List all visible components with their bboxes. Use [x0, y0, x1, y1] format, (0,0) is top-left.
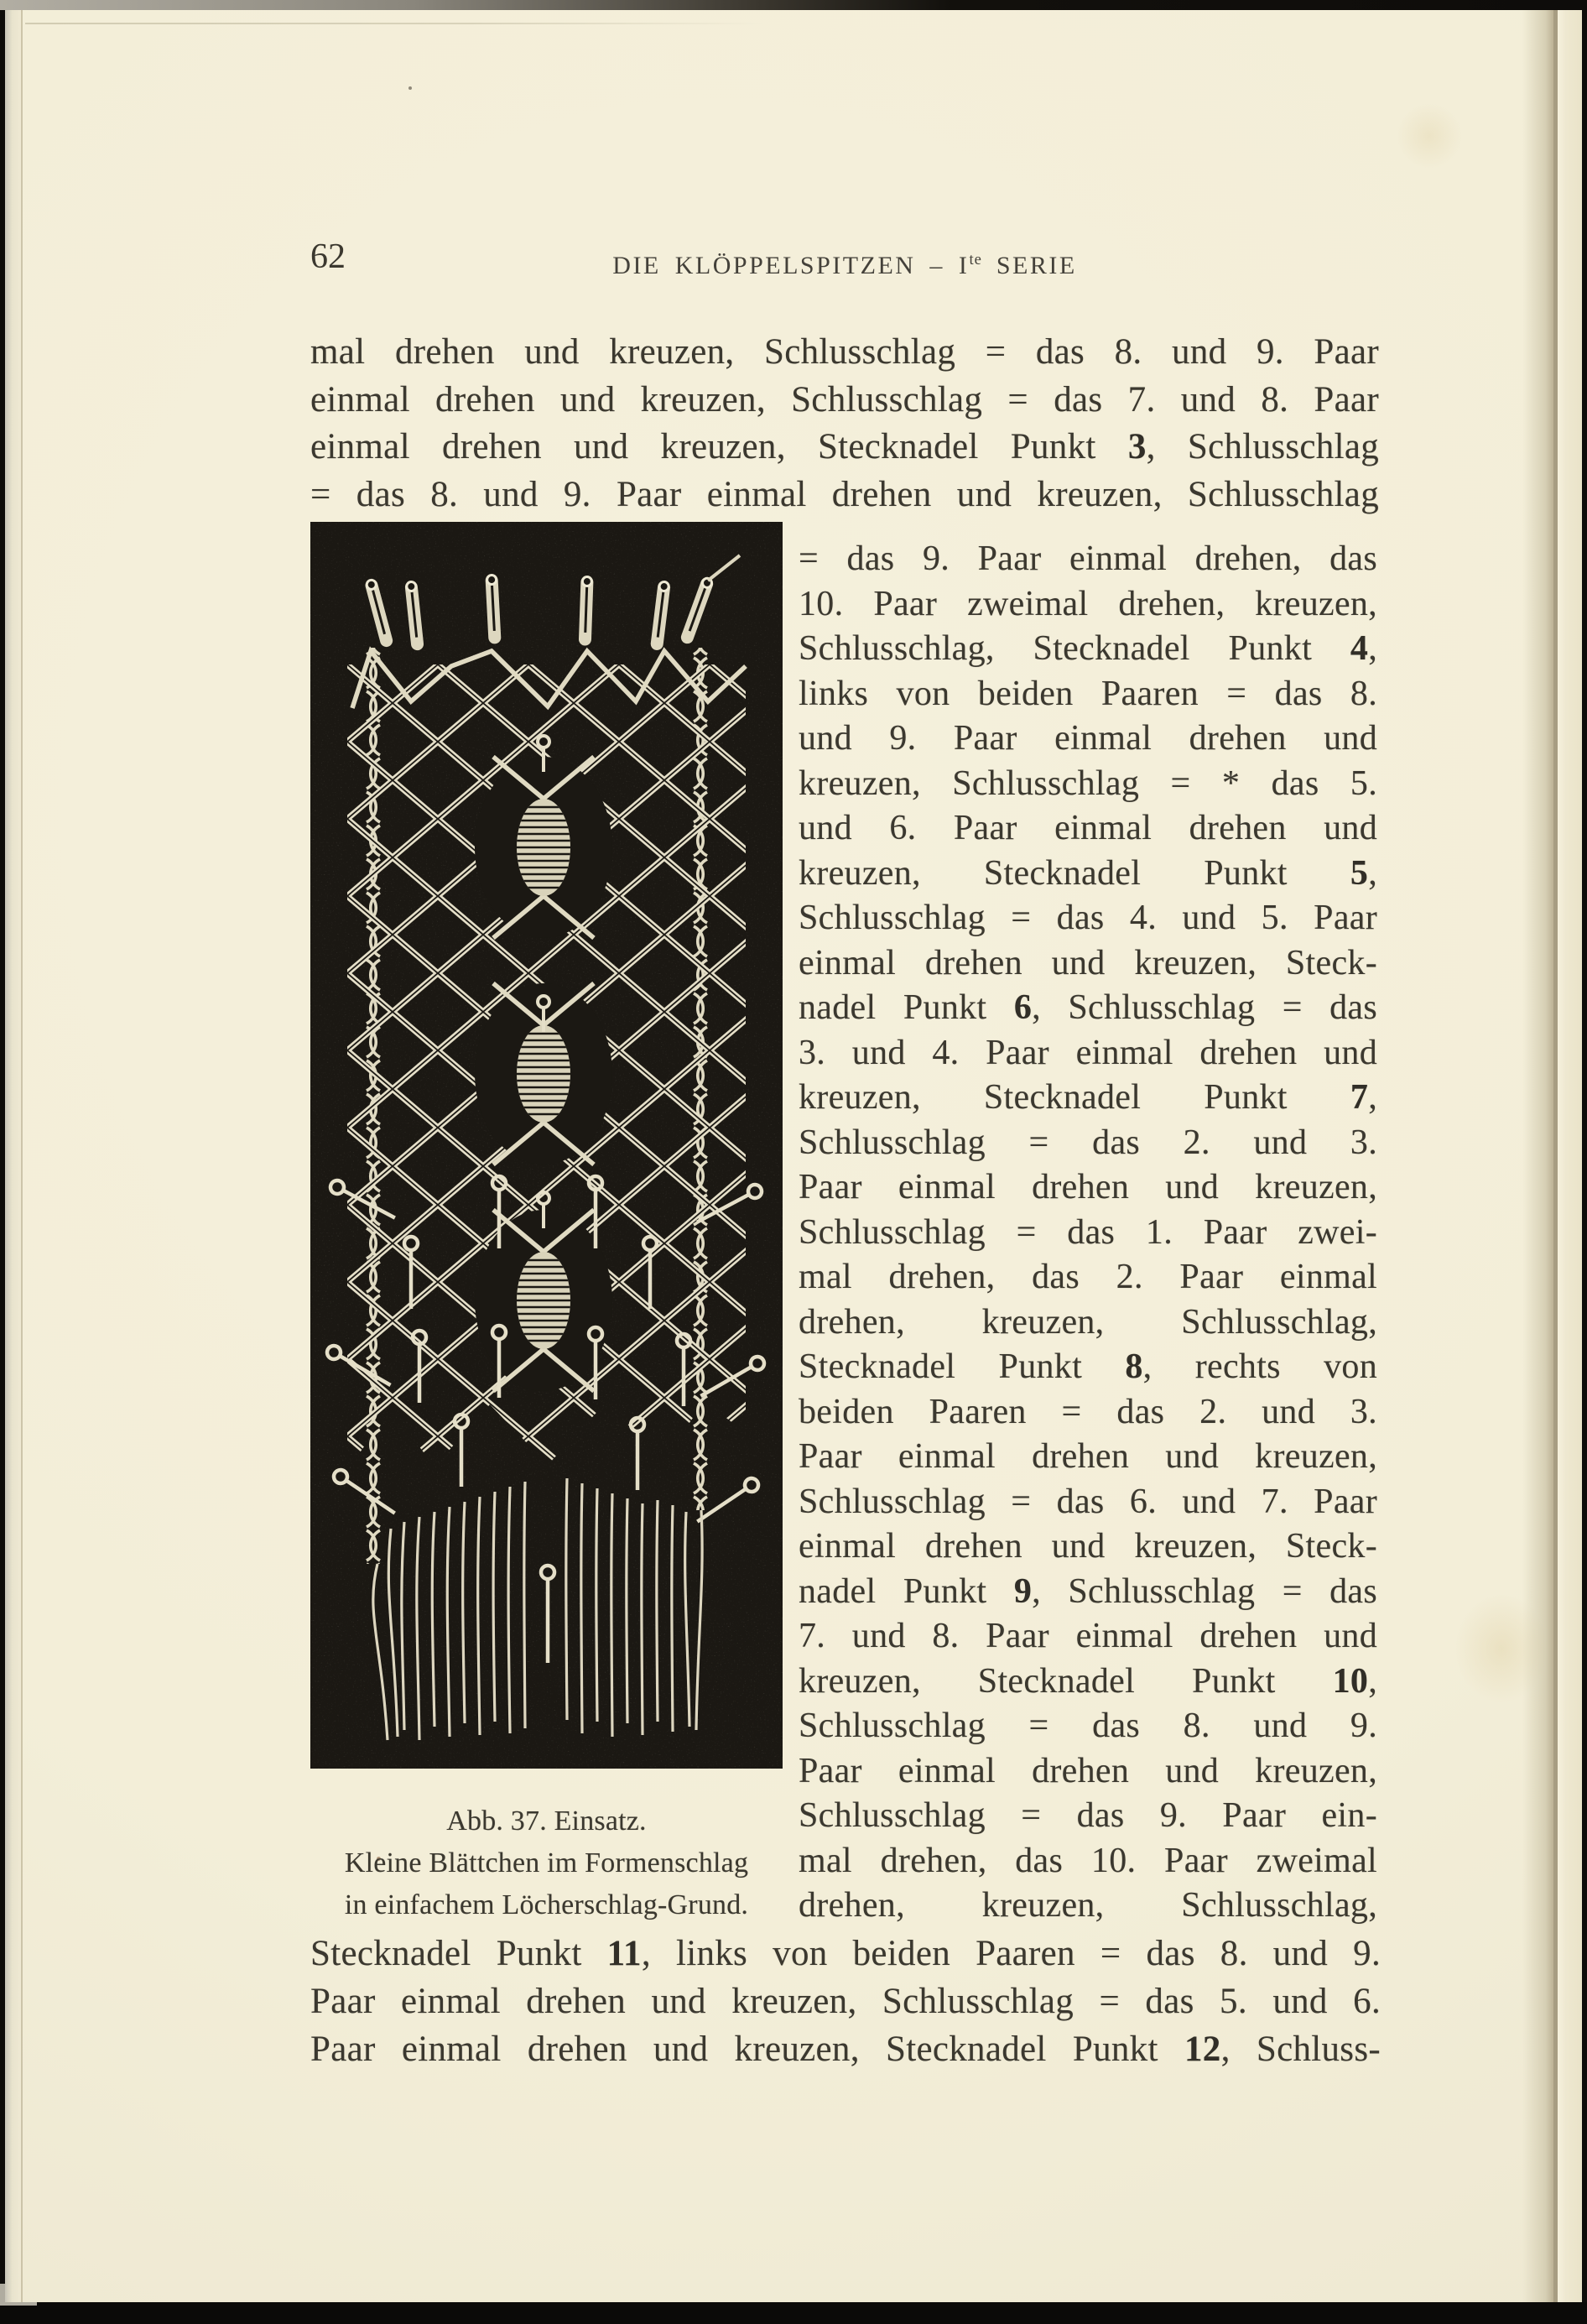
text-line: einmal drehen und kreuzen, Stecknadel Punkt 3, Schlusschlag — [310, 427, 1380, 466]
paragraph-bottom-full-width — [310, 1930, 1381, 2073]
text-line: in einfachem Löcherschlag-Grund. — [344, 1889, 749, 1920]
page-fold-shadow — [1522, 10, 1553, 2302]
text-line: beiden Paaren = das 2. und 3. — [799, 1392, 1377, 1431]
scan-edge-bottom — [0, 2302, 1587, 2324]
paper-stain — [1396, 102, 1463, 169]
page-left-edge — [5, 10, 21, 2302]
text-line: = das 8. und 9. Paar einmal drehen und kreuzen, Schlusschlag — [310, 474, 1379, 514]
text-line: 7. und 8. Paar einmal drehen und — [799, 1617, 1377, 1655]
text-line: Stecknadel Punkt 11, links von beiden Paaren = das 8. und 9. — [310, 1934, 1381, 1973]
book-page — [5, 10, 1582, 2302]
text-line: = das 9. Paar einmal drehen, das — [799, 539, 1377, 578]
text-line: drehen, kreuzen, Schlusschlag, — [799, 1886, 1377, 1925]
text-line: kreuzen, Stecknadel Punkt 5, — [799, 853, 1377, 893]
text-line: nadel Punkt 9, Schlusschlag = das — [799, 1571, 1377, 1611]
text-line: Schlusschlag = das 6. und 7. Paar — [799, 1482, 1377, 1521]
text-line: Paar einmal drehen und kreuzen, — [799, 1168, 1377, 1206]
text-line: und 6. Paar einmal drehen und — [799, 809, 1377, 847]
paragraph-right-column — [799, 537, 1377, 1929]
text-line: Paar einmal drehen und kreuzen, — [799, 1437, 1377, 1476]
text-line: kreuzen, Stecknadel Punkt 10, — [799, 1661, 1377, 1701]
text-line: und 9. Paar einmal drehen und — [799, 719, 1377, 758]
page-number: 62 — [310, 237, 346, 276]
text-line: einmal drehen und kreuzen, Schlusschlag = das 7. und 8. Paar — [310, 379, 1379, 419]
text-line: mal drehen und kreuzen, Schlusschlag = das 8. und 9. Paar — [310, 332, 1379, 372]
text-line: kreuzen, Schlusschlag = * das 5. — [799, 763, 1377, 803]
text-line: einmal drehen und kreuzen, Steck- — [799, 1527, 1377, 1566]
text-line: mal drehen, das 10. Paar zweimal — [799, 1841, 1377, 1880]
running-header-superscript: te — [969, 251, 982, 268]
lace-photograph — [310, 522, 783, 1769]
running-header-text: DIE KLÖPPELSPITZEN – I — [612, 252, 970, 279]
text-line: 10. Paar zweimal drehen, kreuzen, — [799, 584, 1377, 623]
text-line: Schlusschlag = das 2. und 3. — [799, 1123, 1377, 1162]
text-line: Kleine Blättchen im Formenschlag — [344, 1847, 749, 1878]
text-line: Schlusschlag = das 8. und 9. — [799, 1707, 1377, 1745]
figure-caption — [310, 1800, 783, 1926]
text-line: Schlusschlag = das 9. Paar ein- — [799, 1796, 1377, 1835]
running-header-text: SERIE — [981, 252, 1077, 279]
under-page-edge — [1558, 10, 1582, 2302]
text-line: Paar einmal drehen und kreuzen, Schlusschlag = das 5. und 6. — [310, 1982, 1381, 2021]
page-left-edge-line — [21, 10, 23, 2302]
text-line: Abb. 37. Einsatz. — [446, 1806, 647, 1837]
text-line: Schlusschlag = das 4. und 5. Paar — [799, 899, 1377, 937]
scan-edge-top — [0, 0, 1587, 10]
paragraph-top-full-width — [310, 329, 1379, 518]
text-line: Schlusschlag = das 1. Paar zwei- — [799, 1212, 1377, 1252]
paper-stain — [1455, 1594, 1548, 1703]
text-line: links von beiden Paaren = das 8. — [799, 674, 1377, 713]
text-line: 3. und 4. Paar einmal drehen und — [799, 1033, 1377, 1072]
text-line: Stecknadel Punkt 8, rechts von — [799, 1347, 1377, 1386]
text-line: nadel Punkt 6, Schlusschlag = das — [799, 988, 1377, 1027]
text-line: kreuzen, Stecknadel Punkt 7, — [799, 1078, 1377, 1117]
text-line: mal drehen, das 2. Paar einmal — [799, 1258, 1377, 1296]
ink-speck — [408, 86, 412, 90]
text-line: drehen, kreuzen, Schlusschlag, — [799, 1302, 1377, 1342]
text-line: einmal drehen und kreuzen, Steck- — [799, 943, 1377, 982]
page-top-impression-line — [25, 23, 763, 24]
text-line: Paar einmal drehen und kreuzen, — [799, 1751, 1377, 1790]
lace-photo-graphic — [310, 522, 783, 1769]
running-header — [310, 245, 1379, 281]
text-line: Paar einmal drehen und kreuzen, Stecknadel Punkt 12, Schluss- — [310, 2030, 1381, 2069]
text-line: Schlusschlag, Stecknadel Punkt 4, — [799, 629, 1377, 668]
